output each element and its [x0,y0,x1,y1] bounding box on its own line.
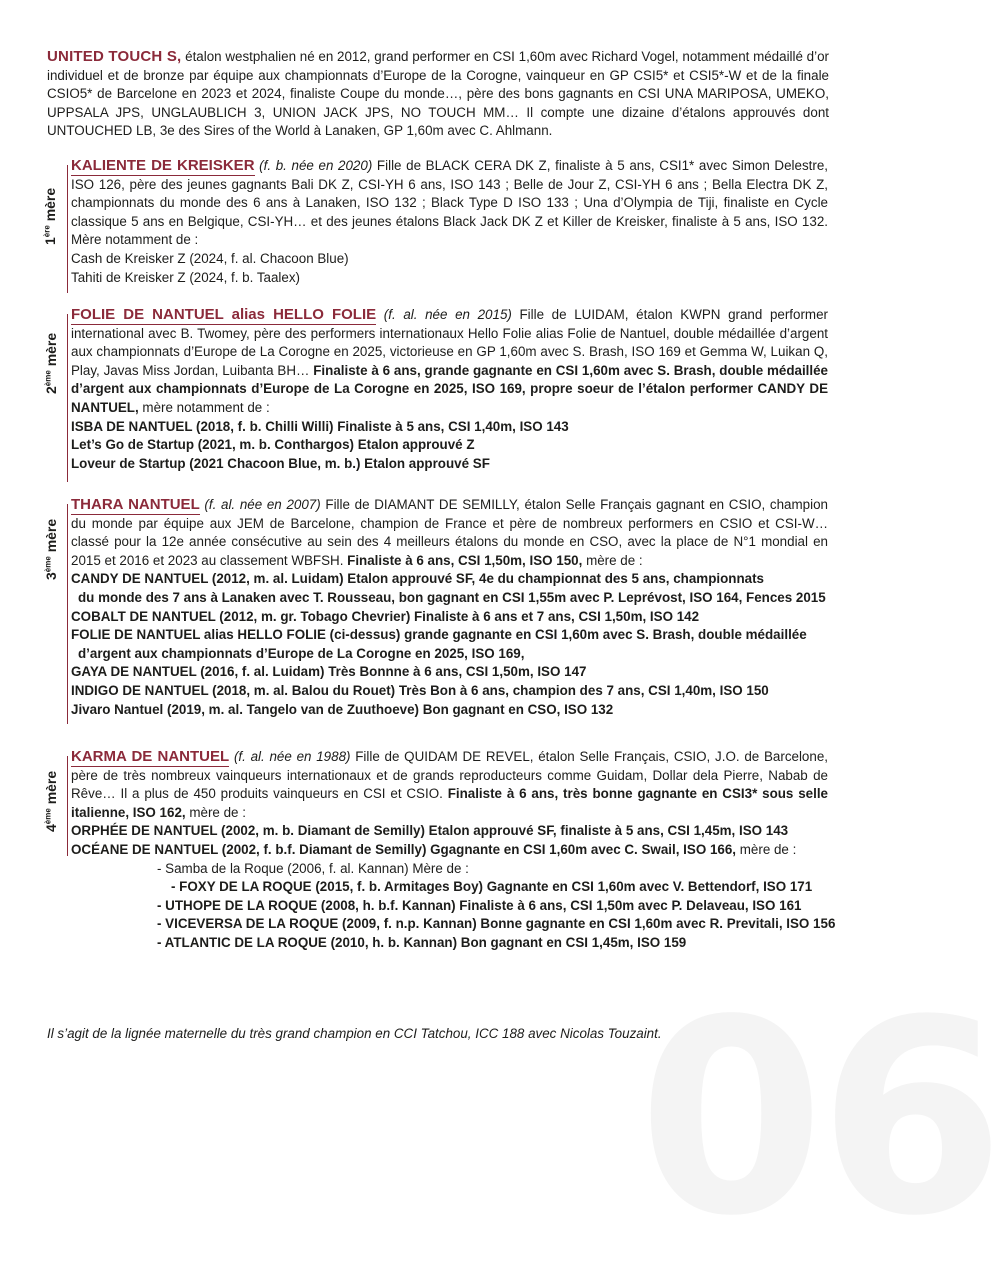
list-item: ORPHÉE DE NANTUEL (2002, m. b. Diamant de Semilly) Etalon approuvé SF, finaliste à 5 ans, CSI 1,45m, ISO 143 [71,823,789,839]
list-item: d’argent aux championnats d’Europe de La Corogne en 2025, ISO 169, [78,645,525,661]
dam-name: FOLIE DE NANTUEL alias HELLO FOLIE [71,306,377,323]
list-item: CANDY DE NANTUEL (2012, m. al. Luidam) Etalon approuvé SF, 4e du championnat des 5 ans, championnats [71,571,764,587]
dam-performance: Finaliste à 6 ans, grande gagnante en CSI 1,60m avec S. Brash, double médaillée d’argent aux championnats d’Europe de La Corogne en 2025, ISO 169, propre soeur de l’étalon performer CANDY DE NANTUEL, [71,362,828,415]
intro-paragraph [47,48,829,141]
dam-name: KARMA DE NANTUEL [71,748,230,765]
page-number: 06 [638,963,999,1275]
list-item: Cash de Kreisker Z (2024, f. al. Chacoon Blue) [71,250,349,266]
dam-tail: mère notamment de : [138,399,270,415]
section-body [71,157,828,287]
list-item: Let’s Go de Startup (2021, m. b. Conthargos) Etalon approuvé Z [71,437,475,453]
sub-list-item: - ATLANTIC DE LA ROQUE (2010, h. b. Kannan) Bon gagnant en CSI 1,45m, ISO 159 [157,934,687,950]
section-divider [67,504,68,724]
section-body [71,748,836,953]
list-item: Tahiti de Kreisker Z (2024, f. b. Taalex) [71,269,300,285]
dam-note: (f. al. née en 2007) [204,497,321,512]
dam-description: Fille de DIAMANT DE SEMILLY, étalon Selle Français gagnant en CSIO, champion du monde par équipe aux JEM de Barcelone, champion de France et père de nombreux performers en CSIO et CSI-W… classé pour la 12e année consécutive au sein des 4 meilleurs étalons du monde en CSO, avec la place de N°1 mondial en 2015 et 2016 et 2023 au classement WBFSH. [71,497,828,568]
sub-list-item: - VICEVERSA DE LA ROQUE (2009, f. n.p. Kannan) Bonne gagnante en CSI 1,60m avec R. Previtali, ISO 156 [157,916,836,932]
section-divider [67,165,68,293]
dam-note: (f. al. née en 1988) [233,749,351,764]
sub-list-item: - Samba de la Roque (2006, f. al. Kannan) Mère de : [157,860,469,876]
dam-note: (f. al. née en 2015) [383,307,512,322]
sire-name: UNITED TOUCH S, [47,48,182,65]
list-item: GAYA DE NANTUEL (2016, f. al. Luidam) Très Bonnne à 6 ans, CSI 1,50m, ISO 147 [71,664,587,680]
list-item: OCÉANE DE NANTUEL (2002, f. b.f. Diamant de Semilly) Ggagnante en CSI 1,60m avec C. Swail, ISO 166, mère de : [71,841,797,857]
section-divider [67,314,68,482]
list-item: du monde des 7 ans à Lanaken avec T. Rousseau, bon gagnant en CSI 1,55m avec P. Leprévost, ISO 164, Fences 2015 [78,589,826,605]
dam-name: KALIENTE DE KREISKER [71,157,255,174]
sub-sub-list-item: - FOXY DE LA ROQUE (2015, f. b. Armitages Boy) Gagnante en CSI 1,60m avec V. Bettendorf, ISO 171 [171,879,813,895]
dam-tail: mère de : [582,552,643,568]
section-third-dam: 3ème mère THARA NANTUEL (f. al. née en 2007) Fille de DIAMANT DE SEMILLY, étalon Selle Français gagnant en CSIO, champion du monde par équipe aux JEM de Barcelone, champion de France et père de nombreux performers en CSIO et CSI-W… classé pour la 12e année consécutive au sein des 4 meilleurs étalons du monde en CSO, avec la place de N°1 mondial en 2015 et 2016 et 2023 au classement WBFSH. Finaliste à 6 ans, CSI 1,50m, ISO 150, mère de : CANDY DE NANTUEL (2012, m. al. Luidam) Etalon approuvé SF, 4e du championnat des 5 ans, championnats du monde des 7 ans à Lanaken avec T. Rousseau, bon gagnant en CSI 1,55m avec P. Leprévost, ISO 164, Fences 2015 COBALT DE NANTUEL (2012, m. gr. Tobago Chevrier) Finaliste à 6 ans et 7 ans, CSI 1,50m, ISO 142 FOLIE DE NANTUEL alias HELLO FOLIE (ci-dessus) grande gagnante en CSI 1,60m avec S. Brash, double médaillée d’argent aux championnats d’Europe de La Corogne en 2025, ISO 169, GAYA DE NANTUEL (2016, f. al. Luidam) Très Bonnne à 6 ans, CSI 1,50m, ISO 147 INDIGO DE NANTUEL (2018, m. al. Balou du Rouet) Très Bon à 6 ans, champion des 7 ans, CSI 1,40m, ISO 150 Jivaro Nantuel (2019, m. al. Tangelo van de Zuuthoeve) Bon gagnant en CSO, ISO 132 [40,496,830,724]
section-second-dam: 2ème mère FOLIE DE NANTUEL alias HELLO FOLIE (f. al. née en 2015) Fille de LUIDAM, étalon KWPN grand performer international avec B. Twomey, père des performers internationaux Hello Folie alias Folie de Nantuel, double médaillée d’argent aux championnats d’Europe de La Corogne en 2025, victorieuse en GP 1,60m avec S. Brash, ISO 169 et Gemma W, Luikan Q, Play, Javas Miss Jordan, Luibanta BH… Finaliste à 6 ans, grande gagnante en CSI 1,60m avec S. Brash, double médaillée d’argent aux championnats d’Europe de La Corogne en 2025, ISO 169, propre soeur de l’étalon performer CANDY DE NANTUEL, mère notamment de : ISBA DE NANTUEL (2018, f. b. Chilli Willi) Finaliste à 5 ans, CSI 1,40m, ISO 143 Let’s Go de Startup (2021, m. b. Conthargos) Etalon approuvé Z Loveur de Startup (2021 Chacoon Blue, m. b.) Etalon approuvé SF [40,306,830,481]
dam-description: Fille de QUIDAM DE REVEL, étalon Selle Français, CSIO, J.O. de Barcelone, père de très nombreux vainqueurs internationaux et de grands reproducteurs comme Guidam, Dollar dela Pierre, Nabab de Rêve… Il a plus de 450 produits vainqueurs en CSI et CSIO. [71,749,828,802]
section-divider [67,756,68,856]
dam-description: Fille de BLACK CERA DK Z, finaliste à 5 ans, CSI1* avec Simon Delestre, ISO 126, père des jeunes gagnants Bali DK Z, CSI-YH 6 ans, ISO 143 ; Belle de Jour Z, CSI-YH 6 ans ; Bella Electra DK Z, championnats du monde des 6 ans à Lanaken, ISO 132 ; Black Type D ISO 133 ; Una d’Olympia de Tiji, finaliste en Cycle classique 5 ans en Belgique, CSI-YH… et des jeunes étalons Black Jack DK Z et Killer de Kreisker, finaliste à 5 ans, ISO 132. Mère notamment de : [71,158,828,248]
dam-description: Fille de LUIDAM, étalon KWPN grand performer international avec B. Twomey, père des performers internationaux Hello Folie alias Folie de Nantuel, double médaillée d’argent aux championnats d’Europe de La Corogne en 2025, victorieuse en GP 1,60m avec S. Brash, ISO 169 et Gemma W, Luikan Q, Play, Javas Miss Jordan, Luibanta BH… [71,307,828,378]
dam-note: (f. b. née en 2020) [259,158,373,173]
list-item: Jivaro Nantuel (2019, m. al. Tangelo van de Zuuthoeve) Bon gagnant en CSO, ISO 132 [71,701,614,717]
dam-tail: mère de : [185,804,246,820]
section-body [71,496,828,719]
section-fourth-dam: 4ème mère KARMA DE NANTUEL (f. al. née en 1988) Fille de QUIDAM DE REVEL, étalon Selle Français, CSIO, J.O. de Barcelone, père de très nombreux vainqueurs internationaux et de grands reproducteurs comme Guidam, Dollar dela Pierre, Nabab de Rêve… Il a plus de 450 produits vainqueurs en CSI et CSIO. Finaliste à 6 ans, très bonne gagnante en CSI3* sous selle italienne, ISO 162, mère de : ORPHÉE DE NANTUEL (2002, m. b. Diamant de Semilly) Etalon approuvé SF, finaliste à 5 ans, CSI 1,45m, ISO 143 OCÉANE DE NANTUEL (2002, f. b.f. Diamant de Semilly) Ggagnante en CSI 1,60m avec C. Swail, ISO 166, mère de : - Samba de la Roque (2006, f. al. Kannan) Mère de : - FOXY DE LA ROQUE (2015, f. b. Armitages Boy) Gagnante en CSI 1,60m avec V. Bettendorf, ISO 171 - UTHOPE DE LA ROQUE (2008, h. b.f. Kannan) Finaliste à 6 ans, CSI 1,50m avec P. Delaveau, ISO 161 - VICEVERSA DE LA ROQUE (2009, f. n.p. Kannan) Bonne gagnante en CSI 1,60m avec R. Previtali, ISO 156 - ATLANTIC DE LA ROQUE (2010, h. b. Kannan) Bon gagnant en CSI 1,45m, ISO 159 [40,748,830,958]
list-item: Loveur de Startup (2021 Chacoon Blue, m. b.) Etalon approuvé SF [71,455,490,471]
sub-list-item: - UTHOPE DE LA ROQUE (2008, h. b.f. Kannan) Finaliste à 6 ans, CSI 1,50m avec P. Delaveau, ISO 161 [157,897,802,913]
dam-performance: Finaliste à 6 ans, très bonne gagnante en CSI3* sous selle italienne, ISO 162, [71,786,829,820]
section-body [71,306,828,473]
dam-performance: Finaliste à 6 ans, CSI 1,50m, ISO 150, [347,552,583,568]
section-first-dam: 1ère mère KALIENTE DE KREISKER (f. b. née en 2020) Fille de BLACK CERA DK Z, finaliste à 5 ans, CSI1* avec Simon Delestre, ISO 126, père des jeunes gagnants Bali DK Z, CSI-YH 6 ans, ISO 143 ; Belle de Jour Z, CSI-YH 6 ans ; Bella Electra DK Z, championnats du monde des 6 ans à Lanaken, ISO 132 ; Black Type D ISO 133 ; Una d’Olympia de Tiji, finaliste en Cycle classique 5 ans en Belgique, CSI-YH… et des jeunes étalons Black Jack DK Z et Killer de Kreisker, finaliste à 5 ans, ISO 132. Mère notamment de : Cash de Kreisker Z (2024, f. al. Chacoon Blue) Tahiti de Kreisker Z (2024, f. b. Taalex) [40,157,830,292]
dam-name: THARA NANTUEL [71,496,200,513]
sire-description: étalon westphalien né en 2012, grand performer en CSI 1,60m avec Richard Vogel, notamment médaillé d’or individuel et de bronze par équipe aux championnats d’Europe de la Corogne, vainqueur en GP CSI5* et CSI5*-W et de la finale CSIO5* de Barcelone en 2023 et 2024, finaliste Coupe du monde…, père des bons gagnants en CSI UNA MARIPOSA, UMEKO, UPPSALA JPS, UNGLAUBLICH 3, UNION JACK JPS, NO TOUCH MM… Il compte une dizaine d’étalons approuvés dont UNTOUCHED LB, 3e des Sires of the World à Lanaken, GP 1,60m avec C. Ahlmann. [47,49,829,139]
list-item: ISBA DE NANTUEL (2018, f. b. Chilli Willi) Finaliste à 5 ans, CSI 1,40m, ISO 143 [71,418,569,434]
list-item: COBALT DE NANTUEL (2012, m. gr. Tobago Chevrier) Finaliste à 6 ans et 7 ans, CSI 1,50m, ISO 142 [71,608,700,624]
closing-note: Il s’agit de la lignée maternelle du très grand champion en CCI Tatchou, ICC 188 avec Nicolas Touzaint. [47,1026,662,1041]
list-item: FOLIE DE NANTUEL alias HELLO FOLIE (ci-dessus) grande gagnante en CSI 1,60m avec S. Brash, double médaillée [71,627,807,643]
list-item: INDIGO DE NANTUEL (2018, m. al. Balou du Rouet) Très Bon à 6 ans, champion des 7 ans, CSI 1,40m, ISO 150 [71,682,769,698]
